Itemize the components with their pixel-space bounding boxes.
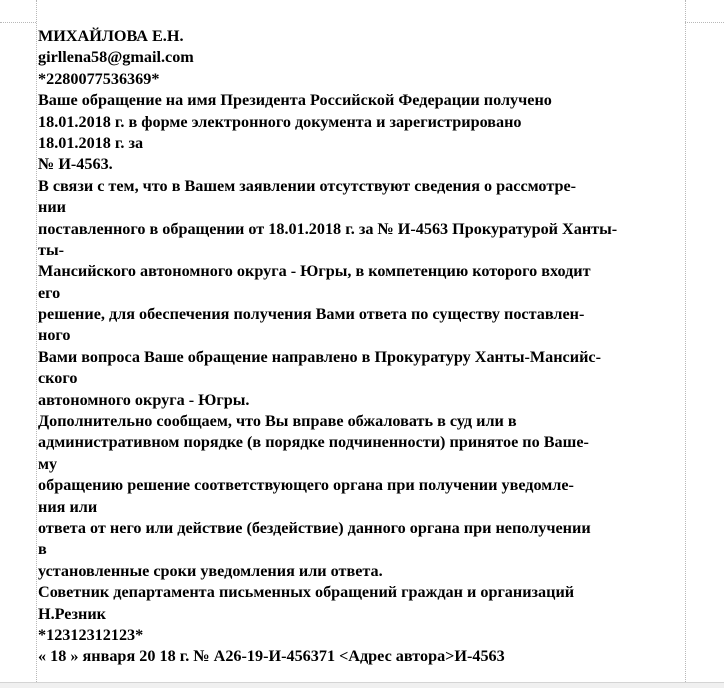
signer-name: Н.Резник	[38, 604, 106, 623]
body-line: му	[38, 454, 58, 473]
registration-line: « 18 » января 20 18 г. № А26-19-И-456371 <Адрес автора>И-4563	[38, 647, 505, 666]
body-line: установленные сроки уведомления или ответа.	[38, 561, 383, 580]
left-margin-guide	[36, 0, 37, 688]
body-line: нии	[38, 198, 66, 217]
author-email: girllena58@gmail.com	[38, 48, 194, 67]
author-name: МИХАЙЛОВА Е.Н.	[38, 27, 184, 45]
body-line: ского	[38, 369, 78, 388]
body-line: ного	[38, 326, 71, 345]
body-line: поставленного в обращении от 18.01.2018 г. за № И-4563 Прокуратурой Ханты-	[38, 219, 618, 238]
signer-title: Советник департамента письменных обращений граждан и организаций	[38, 583, 575, 602]
barcode-number: *2280077536369*	[38, 69, 160, 88]
footer-barcode-number: *12312312123*	[38, 625, 144, 644]
body-line: ты-	[38, 240, 64, 259]
body-line: ответа от него или действие (бездействие) данного органа при неполучении	[38, 518, 591, 537]
body-line: автономного округа - Югры.	[38, 390, 250, 409]
body-line: в	[38, 540, 47, 559]
body-line: В связи с тем, что в Вашем заявлении отсутствуют сведения о рассмотре-	[38, 176, 577, 195]
body-line: Ваше обращение на имя Президента Российской Федерации получено	[38, 91, 552, 110]
body-line: Вами вопроса Ваше обращение направлено в Прокуратуру Ханты-Мансийс-	[38, 347, 601, 366]
body-line: 18.01.2018 г. за	[38, 133, 144, 152]
body-line: № И-4563.	[38, 155, 113, 174]
body-line: его	[38, 283, 61, 302]
body-line: решение, для обеспечения получения Вами ответа по существу поставлен-	[38, 305, 585, 324]
body-line: Дополнительно сообщаем, что Вы вправе обжаловать в суд или в	[38, 412, 517, 431]
body-line: обращению решение соответствующего органа при получении уведомле-	[38, 476, 574, 495]
top-margin-guide-left	[0, 22, 36, 23]
top-margin-guide-right	[685, 22, 724, 23]
document-text[interactable]	[38, 26, 686, 668]
body-line: 18.01.2018 г. в форме электронного документа и зарегистрировано	[38, 112, 522, 131]
body-line: ния или	[38, 497, 98, 516]
body-line: административном порядке (в порядке подчиненности) принятое по Ваше-	[38, 433, 589, 452]
page-bottom-edge	[0, 682, 724, 688]
body-line: Мансийского автономного округа - Югры, в компетенцию которого входит	[38, 262, 591, 281]
